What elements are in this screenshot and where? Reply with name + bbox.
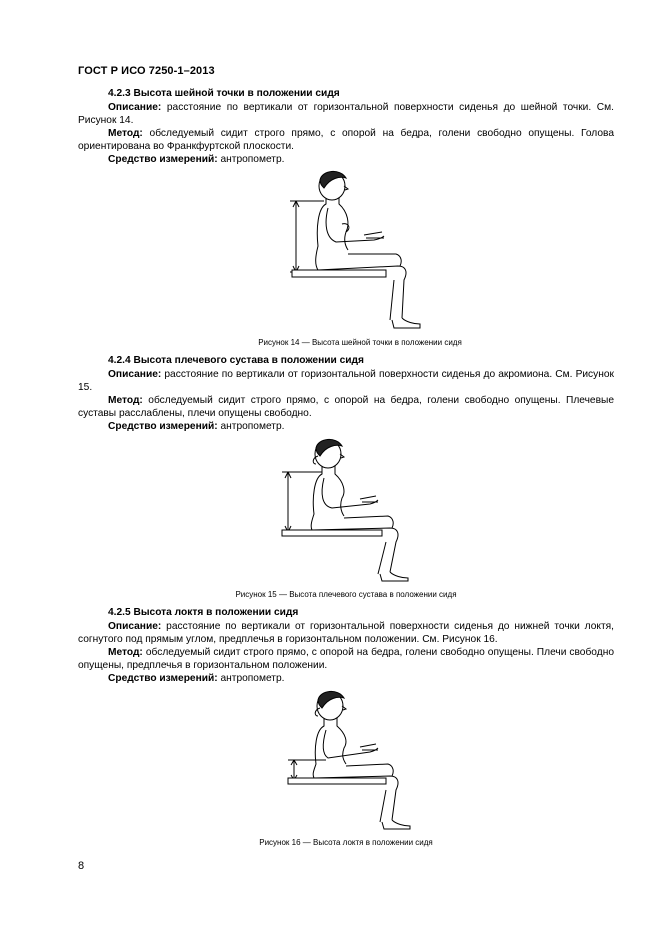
seat <box>292 270 386 277</box>
method-label: Метод: <box>108 647 143 658</box>
section-title-4-2-4: 4.2.4 Высота плечевого сустава в положении сидя <box>108 355 364 366</box>
front <box>337 718 346 764</box>
back <box>316 198 326 270</box>
section-4-2-4-description <box>78 368 614 394</box>
arm <box>323 730 378 758</box>
foot <box>382 820 410 829</box>
instrument-text: антропометр. <box>220 673 285 684</box>
section-4-2-5-method <box>78 646 614 672</box>
description-label: Описание: <box>108 369 162 380</box>
section-4-2-4-method <box>78 394 614 420</box>
section-4-2-3-method <box>78 127 614 153</box>
method-label: Метод: <box>108 395 143 406</box>
instrument-text: антропометр. <box>220 154 285 165</box>
page-number: 8 <box>78 860 85 872</box>
figure-16-illustration <box>282 686 432 830</box>
instrument-text: антропометр. <box>220 421 285 432</box>
section-4-2-5-instrument <box>78 672 614 685</box>
seat <box>282 530 382 536</box>
description-label: Описание: <box>108 621 162 632</box>
foot <box>380 572 408 581</box>
description-label: Описание: <box>108 102 162 113</box>
description-text: расстояние по вертикали от горизонтальной поверхности сиденья до акромиона. См. Рисунок 15. <box>78 369 614 393</box>
section-4-2-3-instrument <box>78 153 614 166</box>
arm <box>322 478 378 508</box>
front <box>335 466 344 516</box>
figure-14-caption: Рисунок 14 — Высота шейной точки в положении сидя <box>258 338 462 347</box>
figure-15-illustration <box>278 436 428 582</box>
method-text: обследуемый сидит строго прямо, с опорой на бедра, голени свободно опущены. Плечевые суставы расслаблены, плечи опущены свободно. <box>78 395 614 419</box>
document-header: ГОСТ Р ИСО 7250-1–2013 <box>78 65 215 77</box>
back <box>311 466 322 530</box>
description-text: расстояние по вертикали от горизонтальной поверхности сиденья до нижней точки локтя, согнутого под прямым углом, предплечья в горизонтальном положении. См. Рисунок 16. <box>78 621 614 645</box>
section-title-4-2-3: 4.2.3 Высота шейной точки в положении сидя <box>108 88 340 99</box>
foot <box>392 318 420 328</box>
instrument-label: Средство измерений: <box>108 154 218 165</box>
instrument-label: Средство измерений: <box>108 673 218 684</box>
section-4-2-5-description <box>78 620 614 646</box>
section-title-4-2-5: 4.2.5 Высота локтя в положении сидя <box>108 607 299 618</box>
method-text: обследуемый сидит строго прямо, с опорой на бедра, голени свободно опущены. Голова ориентирована во Франкфуртской плоскости. <box>78 128 614 152</box>
figure-16-caption: Рисунок 16 — Высота локтя в положении сидя <box>259 838 433 847</box>
description-text: расстояние по вертикали от горизонтальной поверхности сиденья до шейной точки. См. Рисунок 14. <box>78 102 614 126</box>
seat <box>288 778 386 784</box>
section-4-2-3-description <box>78 101 614 127</box>
section-4-2-4-instrument <box>78 420 614 433</box>
back <box>313 718 324 778</box>
arm <box>326 208 384 242</box>
method-text: обследуемый сидит строго прямо, с опорой на бедра, голени свободно опущены. Плечи свободно опущены, предплечья в горизонтальном положении. <box>78 647 614 671</box>
figure-15-caption: Рисунок 15 — Высота плечевого сустава в положении сидя <box>235 590 457 599</box>
method-label: Метод: <box>108 128 143 139</box>
figure-14-illustration <box>284 168 434 330</box>
instrument-label: Средство измерений: <box>108 421 218 432</box>
